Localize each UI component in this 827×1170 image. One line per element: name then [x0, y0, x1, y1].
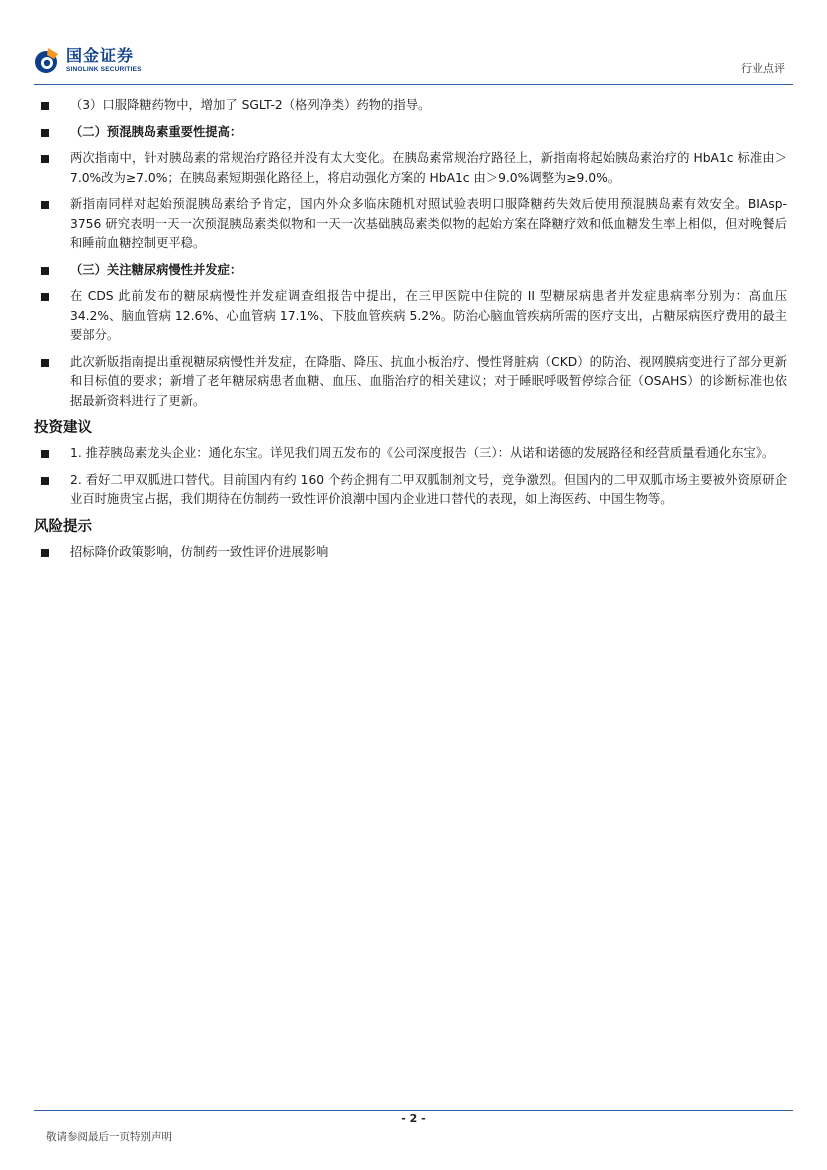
- square-bullet-icon: [41, 201, 49, 209]
- item-text: 招标降价政策影响，仿制药一致性评价进展影响: [70, 544, 329, 559]
- disclaimer-note: 敬请参阅最后一页特别声明: [46, 1131, 172, 1143]
- sinolink-logo-icon: [34, 46, 60, 76]
- company-logo: [34, 44, 142, 78]
- subheading-item: [34, 123, 787, 143]
- square-bullet-icon: [41, 450, 49, 458]
- section-title: 风险提示: [34, 518, 92, 535]
- bullet-item: [34, 353, 787, 412]
- logo-chinese-name: 国金证券: [66, 46, 135, 66]
- square-bullet-icon: [41, 549, 49, 557]
- item-text: 1. 推荐胰岛素龙头企业：通化东宝。详见我们周五发布的《公司深度报告（三）：从诺和诺德的发展路径和经营质量看通化东宝》。: [70, 446, 775, 460]
- square-bullet-icon: [41, 155, 49, 163]
- square-bullet-icon: [41, 359, 49, 367]
- footer-divider: [34, 1110, 793, 1111]
- subheading-item: [34, 261, 787, 281]
- square-bullet-icon: [41, 102, 49, 110]
- bullet-item: [34, 287, 787, 346]
- item-text: （二）预混胰岛素重要性提高：: [70, 124, 243, 139]
- report-body: [34, 96, 787, 569]
- item-text: （3）口服降糖药物中，增加了 SGLT-2（格列净类）药物的指导。: [70, 98, 431, 112]
- item-text: 两次指南中，针对胰岛素的常规治疗路径并没有太大变化。在胰岛素常规治疗路径上，新指南将起始胰岛素治疗的 HbA1c 标准由＞7.0%改为≥7.0%；在胰岛素短期强化路径上，将启动强化方案的 HbA1c 由＞9.0%调整为≥9.0%。: [70, 151, 787, 185]
- logo-english-name: SINOLINK SECURITIES: [66, 66, 142, 74]
- bullet-item: [34, 444, 787, 464]
- bullet-item: [34, 96, 787, 116]
- item-text: 2. 看好二甲双胍进口替代。目前国内有约 160 个药企拥有二甲双胍制剂文号，竞争激烈。但国内的二甲双胍市场主要被外资原研企业百时施贵宝占据，我们期待在仿制药一致性评价浪潮中国内企业进口替代的表现，如上海医药、中国生物等。: [70, 472, 787, 506]
- item-text: 新指南同样对起始预混胰岛素给予肯定，国内外众多临床随机对照试验表明口服降糖药失效后使用预混胰岛素有效安全。BIAsp-3756 研究表明一天一次预混胰岛素类似物和一天一次基础胰岛素类似物的起始方案在降糖疗效和低血糖发生率上相似，但对晚餐后和睡前血糖控制更平稳。: [70, 197, 787, 250]
- section-title: 投资建议: [34, 420, 92, 436]
- page-header: [0, 0, 827, 90]
- page-number: - 2 -: [401, 1112, 426, 1125]
- bullet-item: [34, 543, 787, 563]
- bullet-item: [34, 149, 787, 188]
- item-text: （三）关注糖尿病慢性并发症：: [70, 262, 243, 277]
- bullet-item: [34, 195, 787, 254]
- header-divider: [34, 84, 793, 85]
- square-bullet-icon: [41, 477, 49, 485]
- square-bullet-icon: [41, 267, 49, 275]
- square-bullet-icon: [41, 129, 49, 137]
- square-bullet-icon: [41, 293, 49, 301]
- item-text: 此次新版指南提出重视糖尿病慢性并发症，在降脂、降压、抗血小板治疗、慢性肾脏病（CKD）的防治、视网膜病变进行了部分更新和目标值的要求；新增了老年糖尿病患者血糖、血压、血脂治疗的相关建议；对于睡眠呼吸暂停综合征（OSAHS）的诊断标准也依据最新资料进行了更新。: [70, 354, 787, 408]
- report-type-label: 行业点评: [741, 62, 785, 75]
- item-text: 在 CDS 此前发布的糖尿病慢性并发症调查组报告中提出，在三甲医院中住院的 II 型糖尿病患者并发症患病率分别为：高血压 34.2%、脑血管病 12.6%、心血管病 17.1%、下肢血管疾病 5.2%。防治心脑血管疾病所需的医疗支出，占糖尿病医疗费用的最主要部分。: [70, 289, 787, 342]
- bullet-item: [34, 471, 787, 510]
